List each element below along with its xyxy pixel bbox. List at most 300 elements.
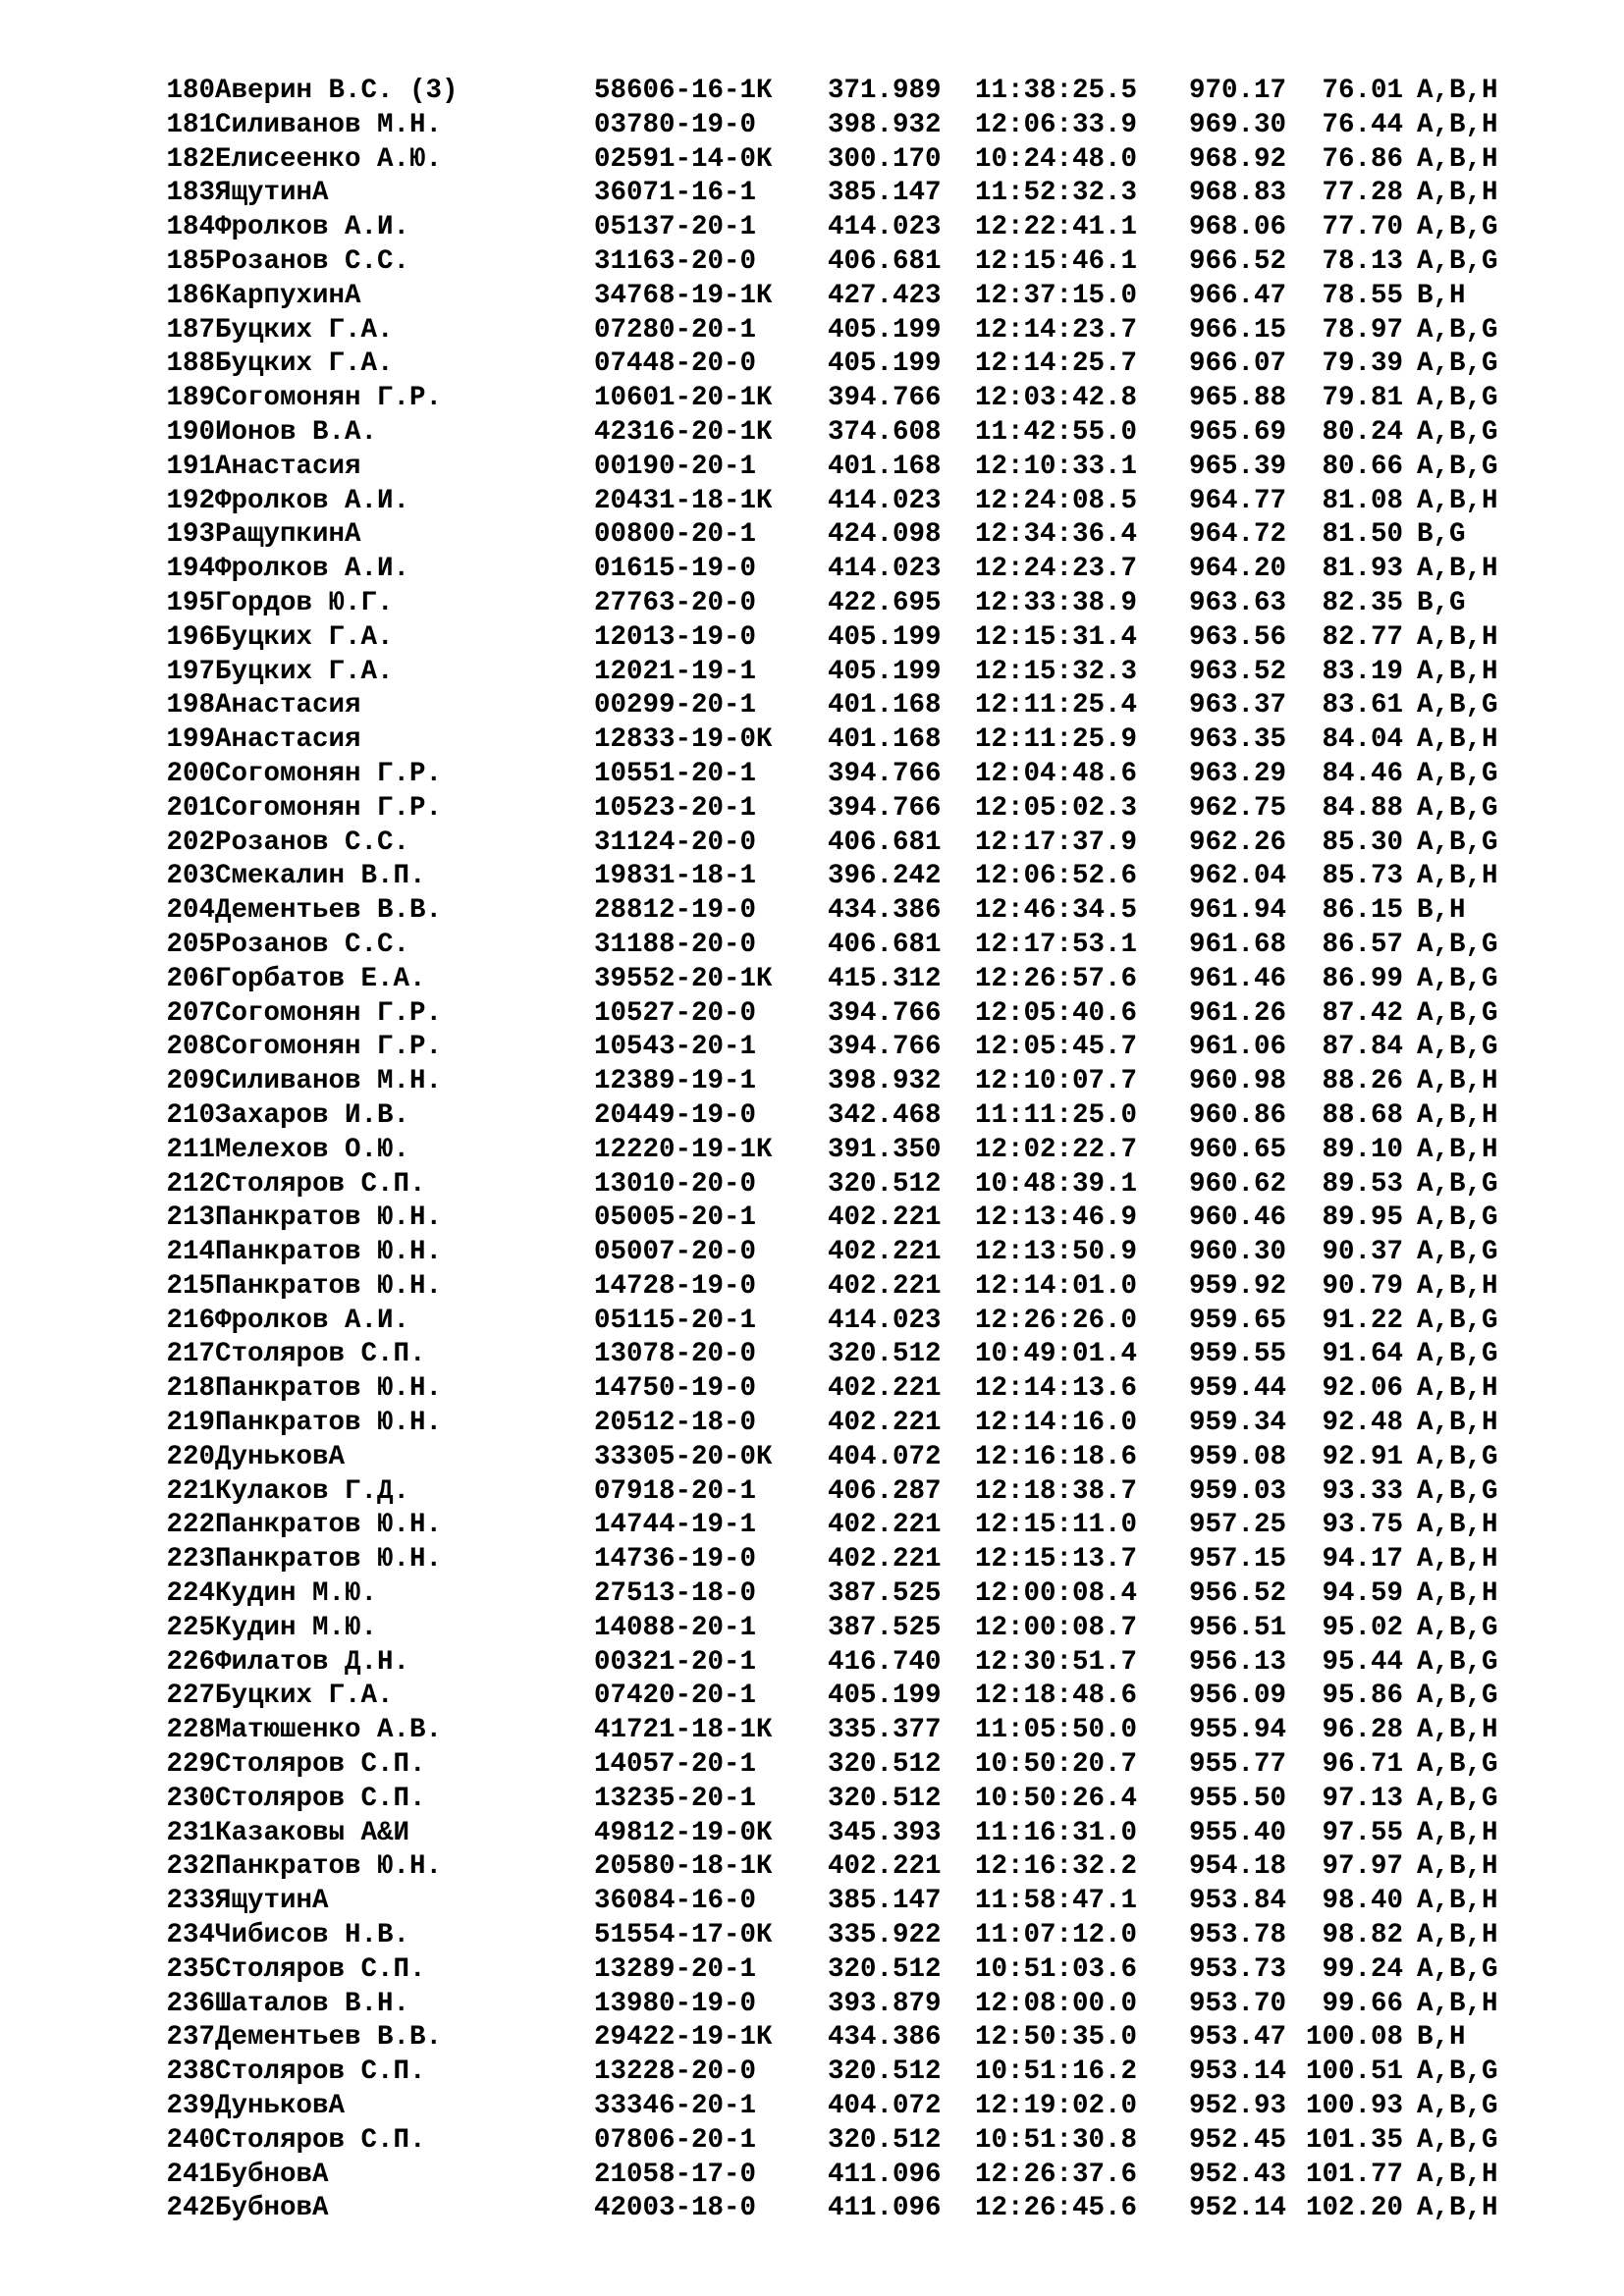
distance-cell: 402.221 [828, 1237, 942, 1268]
result-row [144, 245, 1498, 280]
speed-cell: 961.26 [1189, 997, 1287, 1029]
ring-number-cell: 31163-20-0 [594, 245, 757, 277]
result-row [144, 1714, 1498, 1748]
rank-cell: 236 [166, 1988, 215, 2019]
distance-cell: 416.740 [828, 1646, 942, 1678]
fancier-name-cell: Столяров С.П. [215, 1953, 426, 1985]
distance-cell: 402.221 [828, 1510, 942, 1541]
category-cell: A,B,G [1417, 416, 1498, 448]
distance-cell: 335.377 [828, 1715, 942, 1746]
coefficient-cell: 76.86 [1322, 143, 1403, 175]
coefficient-cell: 89.10 [1322, 1134, 1403, 1165]
result-row [144, 553, 1498, 587]
speed-cell: 964.72 [1189, 519, 1287, 551]
fancier-name-cell: Буцких Г.А. [215, 1681, 394, 1712]
category-cell: A,B,G [1417, 827, 1498, 858]
arrival-time-cell: 11:05:50.0 [975, 1715, 1138, 1746]
coefficient-cell: 82.77 [1322, 621, 1403, 653]
speed-cell: 968.06 [1189, 212, 1287, 243]
ring-number-cell: 07448-20-0 [594, 348, 757, 380]
coefficient-cell: 80.24 [1322, 416, 1403, 448]
speed-cell: 955.40 [1189, 1817, 1287, 1848]
distance-cell: 405.199 [828, 656, 942, 687]
coefficient-cell: 81.08 [1322, 485, 1403, 516]
rank-cell: 182 [166, 143, 215, 175]
coefficient-cell: 77.28 [1322, 178, 1403, 209]
category-cell: A,B,G [1417, 1749, 1498, 1781]
speed-cell: 953.47 [1189, 2022, 1287, 2054]
arrival-time-cell: 12:19:02.0 [975, 2091, 1138, 2122]
fancier-name-cell: Столяров С.П. [215, 1783, 426, 1814]
coefficient-cell: 101.35 [1305, 2124, 1403, 2156]
category-cell: A,B,H [1417, 109, 1498, 140]
fancier-name-cell: Буцких Г.А. [215, 348, 394, 380]
ring-number-cell: 14728-19-0 [594, 1270, 757, 1302]
fancier-name-cell: Розанов С.С. [215, 245, 410, 277]
category-cell: A,B,G [1417, 792, 1498, 824]
rank-cell: 218 [166, 1373, 215, 1405]
distance-cell: 401.168 [828, 724, 942, 756]
ring-number-cell: 10543-20-1 [594, 1032, 757, 1063]
ring-number-cell: 19831-18-1 [594, 861, 757, 892]
speed-cell: 957.15 [1189, 1544, 1287, 1575]
fancier-name-cell: Матюшенко А.В. [215, 1715, 443, 1746]
result-row [144, 1953, 1498, 1988]
category-cell: A,B,H [1417, 1270, 1498, 1302]
ring-number-cell: 00800-20-1 [594, 519, 757, 551]
category-cell: A,B,G [1417, 314, 1498, 346]
arrival-time-cell: 12:33:38.9 [975, 587, 1138, 618]
ring-number-cell: 13010-20-0 [594, 1168, 757, 1200]
rank-cell: 215 [166, 1270, 215, 1302]
ring-number-cell: 42003-18-0 [594, 2193, 757, 2224]
category-cell: A,B,H [1417, 554, 1498, 585]
rank-cell: 214 [166, 1237, 215, 1268]
coefficient-cell: 84.46 [1322, 758, 1403, 789]
ring-number-cell: 05007-20-0 [594, 1237, 757, 1268]
result-row [144, 792, 1498, 827]
arrival-time-cell: 12:10:07.7 [975, 1066, 1138, 1097]
speed-cell: 965.39 [1189, 451, 1287, 482]
fancier-name-cell: Панкратов Ю.Н. [215, 1851, 443, 1883]
rank-cell: 204 [166, 895, 215, 927]
speed-cell: 955.50 [1189, 1783, 1287, 1814]
fancier-name-cell: Кудин М.Ю. [215, 1612, 378, 1643]
arrival-time-cell: 11:16:31.0 [975, 1817, 1138, 1848]
result-row [144, 1475, 1498, 1510]
coefficient-cell: 76.44 [1322, 109, 1403, 140]
result-row [144, 1338, 1498, 1372]
result-row [144, 1065, 1498, 1099]
fancier-name-cell: Столяров С.П. [215, 1749, 426, 1781]
arrival-time-cell: 12:15:13.7 [975, 1544, 1138, 1575]
distance-cell: 320.512 [828, 1783, 942, 1814]
rank-cell: 193 [166, 519, 215, 551]
result-row [144, 1372, 1498, 1407]
arrival-time-cell: 12:24:08.5 [975, 485, 1138, 516]
rank-cell: 206 [166, 963, 215, 994]
fancier-name-cell: Согомонян Г.Р. [215, 997, 443, 1029]
rank-cell: 227 [166, 1681, 215, 1712]
coefficient-cell: 88.26 [1322, 1066, 1403, 1097]
distance-cell: 414.023 [828, 1305, 942, 1336]
result-row [144, 280, 1498, 314]
fancier-name-cell: Столяров С.П. [215, 1339, 426, 1370]
speed-cell: 953.14 [1189, 2056, 1287, 2088]
arrival-time-cell: 10:51:03.6 [975, 1953, 1138, 1985]
result-row [144, 2090, 1498, 2124]
arrival-time-cell: 11:52:32.3 [975, 178, 1138, 209]
ring-number-cell: 10601-20-1К [594, 383, 773, 414]
distance-cell: 404.072 [828, 2091, 942, 2122]
arrival-time-cell: 12:26:45.6 [975, 2193, 1138, 2224]
distance-cell: 371.989 [828, 76, 942, 106]
distance-cell: 320.512 [828, 1168, 942, 1200]
ring-number-cell: 14057-20-1 [594, 1749, 757, 1781]
result-row [144, 1748, 1498, 1783]
category-cell: A,B,H [1417, 724, 1498, 756]
category-cell: A,B,G [1417, 1953, 1498, 1985]
category-cell: A,B,G [1417, 1681, 1498, 1712]
rank-cell: 196 [166, 621, 215, 653]
result-row [144, 1441, 1498, 1475]
fancier-name-cell: Согомонян Г.Р. [215, 758, 443, 789]
rank-cell: 239 [166, 2091, 215, 2122]
coefficient-cell: 100.08 [1305, 2022, 1403, 2054]
result-row [144, 2159, 1498, 2193]
result-row [144, 1407, 1498, 1441]
category-cell: A,B,G [1417, 758, 1498, 789]
arrival-time-cell: 12:04:48.6 [975, 758, 1138, 789]
arrival-time-cell: 12:15:11.0 [975, 1510, 1138, 1541]
coefficient-cell: 90.79 [1322, 1270, 1403, 1302]
ring-number-cell: 20512-18-0 [594, 1408, 757, 1439]
rank-cell: 219 [166, 1408, 215, 1439]
arrival-time-cell: 12:15:32.3 [975, 656, 1138, 687]
category-cell: A,B,G [1417, 1475, 1498, 1507]
rank-cell: 216 [166, 1305, 215, 1336]
category-cell: A,B,G [1417, 1305, 1498, 1336]
result-row [144, 1134, 1498, 1168]
arrival-time-cell: 11:38:25.5 [975, 76, 1138, 106]
category-cell: A,B,H [1417, 1920, 1498, 1951]
arrival-time-cell: 12:18:48.6 [975, 1681, 1138, 1712]
ring-number-cell: 36071-16-1 [594, 178, 757, 209]
distance-cell: 320.512 [828, 1953, 942, 1985]
speed-cell: 963.35 [1189, 724, 1287, 756]
rank-cell: 190 [166, 416, 215, 448]
result-row [144, 518, 1498, 553]
distance-cell: 402.221 [828, 1373, 942, 1405]
coefficient-cell: 94.59 [1322, 1578, 1403, 1610]
arrival-time-cell: 12:26:57.6 [975, 963, 1138, 994]
rank-cell: 213 [166, 1202, 215, 1234]
ring-number-cell: 07280-20-1 [594, 314, 757, 346]
coefficient-cell: 82.35 [1322, 587, 1403, 618]
arrival-time-cell: 12:05:02.3 [975, 792, 1138, 824]
distance-cell: 406.681 [828, 245, 942, 277]
result-row [144, 1646, 1498, 1681]
category-cell: A,B,G [1417, 1441, 1498, 1472]
fancier-name-cell: БубновА [215, 2159, 329, 2190]
fancier-name-cell: Согомонян Г.Р. [215, 792, 443, 824]
coefficient-cell: 98.40 [1322, 1886, 1403, 1917]
coefficient-cell: 90.37 [1322, 1237, 1403, 1268]
distance-cell: 415.312 [828, 963, 942, 994]
ring-number-cell: 33305-20-0К [594, 1441, 773, 1472]
result-row [144, 143, 1498, 178]
coefficient-cell: 99.24 [1322, 1953, 1403, 1985]
coefficient-cell: 95.44 [1322, 1646, 1403, 1678]
fancier-name-cell: Мелехов О.Ю. [215, 1134, 410, 1165]
rank-cell: 208 [166, 1032, 215, 1063]
result-row [144, 1885, 1498, 1919]
coefficient-cell: 93.75 [1322, 1510, 1403, 1541]
coefficient-cell: 91.22 [1322, 1305, 1403, 1336]
ring-number-cell: 33346-20-1 [594, 2091, 757, 2122]
rank-cell: 197 [166, 656, 215, 687]
category-cell: A,B,G [1417, 212, 1498, 243]
category-cell: A,B,H [1417, 1817, 1498, 1848]
result-row [144, 689, 1498, 723]
coefficient-cell: 76.01 [1322, 76, 1403, 106]
rank-cell: 210 [166, 1099, 215, 1131]
fancier-name-cell: Чибисов Н.В. [215, 1920, 410, 1951]
ring-number-cell: 12220-19-1К [594, 1134, 773, 1165]
speed-cell: 960.86 [1189, 1099, 1287, 1131]
coefficient-cell: 81.50 [1322, 519, 1403, 551]
category-cell: A,B,H [1417, 1408, 1498, 1439]
speed-cell: 960.65 [1189, 1134, 1287, 1165]
speed-cell: 964.77 [1189, 485, 1287, 516]
distance-cell: 402.221 [828, 1408, 942, 1439]
speed-cell: 968.83 [1189, 178, 1287, 209]
result-row [144, 656, 1498, 690]
speed-cell: 969.30 [1189, 109, 1287, 140]
coefficient-cell: 92.91 [1322, 1441, 1403, 1472]
distance-cell: 393.879 [828, 1988, 942, 2019]
result-row [144, 347, 1498, 382]
rank-cell: 228 [166, 1715, 215, 1746]
speed-cell: 965.88 [1189, 383, 1287, 414]
rank-cell: 180 [166, 76, 215, 106]
ring-number-cell: 03780-19-0 [594, 109, 757, 140]
distance-cell: 422.695 [828, 587, 942, 618]
ring-number-cell: 10527-20-0 [594, 997, 757, 1029]
arrival-time-cell: 12:16:32.2 [975, 1851, 1138, 1883]
arrival-time-cell: 12:05:40.6 [975, 997, 1138, 1029]
distance-cell: 414.023 [828, 554, 942, 585]
arrival-time-cell: 12:34:36.4 [975, 519, 1138, 551]
fancier-name-cell: Панкратов Ю.Н. [215, 1202, 443, 1234]
category-cell: A,B,H [1417, 76, 1498, 106]
coefficient-cell: 85.30 [1322, 827, 1403, 858]
rank-cell: 229 [166, 1749, 215, 1781]
speed-cell: 952.43 [1189, 2159, 1287, 2190]
coefficient-cell: 80.66 [1322, 451, 1403, 482]
speed-cell: 960.98 [1189, 1066, 1287, 1097]
distance-cell: 405.199 [828, 348, 942, 380]
ring-number-cell: 39552-20-1К [594, 963, 773, 994]
fancier-name-cell: ЯщутинА [215, 1886, 329, 1917]
result-row [144, 1577, 1498, 1612]
fancier-name-cell: Буцких Г.А. [215, 656, 394, 687]
category-cell: A,B,H [1417, 1886, 1498, 1917]
arrival-time-cell: 12:13:50.9 [975, 1237, 1138, 1268]
category-cell: A,B,G [1417, 929, 1498, 960]
category-cell: A,B,H [1417, 1510, 1498, 1541]
fancier-name-cell: Анастасия [215, 724, 361, 756]
ring-number-cell: 12389-19-1 [594, 1066, 757, 1097]
ring-number-cell: 41721-18-1К [594, 1715, 773, 1746]
result-row [144, 1543, 1498, 1577]
ring-number-cell: 10551-20-1 [594, 758, 757, 789]
ring-number-cell: 13228-20-0 [594, 2056, 757, 2088]
coefficient-cell: 92.48 [1322, 1408, 1403, 1439]
coefficient-cell: 88.68 [1322, 1099, 1403, 1131]
arrival-time-cell: 12:14:16.0 [975, 1408, 1138, 1439]
coefficient-cell: 95.86 [1322, 1681, 1403, 1712]
rank-cell: 186 [166, 280, 215, 311]
speed-cell: 956.51 [1189, 1612, 1287, 1643]
ring-number-cell: 07420-20-1 [594, 1681, 757, 1712]
arrival-time-cell: 10:51:16.2 [975, 2056, 1138, 2088]
result-row [144, 1612, 1498, 1646]
rank-cell: 235 [166, 1953, 215, 1985]
coefficient-cell: 92.06 [1322, 1373, 1403, 1405]
ring-number-cell: 20431-18-1К [594, 485, 773, 516]
result-row [144, 109, 1498, 143]
rank-cell: 224 [166, 1578, 215, 1610]
coefficient-cell: 91.64 [1322, 1339, 1403, 1370]
coefficient-cell: 78.97 [1322, 314, 1403, 346]
arrival-time-cell: 12:16:18.6 [975, 1441, 1138, 1472]
result-row [144, 1270, 1498, 1305]
coefficient-cell: 84.04 [1322, 724, 1403, 756]
distance-cell: 424.098 [828, 519, 942, 551]
arrival-time-cell: 12:14:13.6 [975, 1373, 1138, 1405]
distance-cell: 374.608 [828, 416, 942, 448]
arrival-time-cell: 10:48:39.1 [975, 1168, 1138, 1200]
speed-cell: 952.14 [1189, 2193, 1287, 2224]
coefficient-cell: 83.61 [1322, 690, 1403, 721]
arrival-time-cell: 10:50:26.4 [975, 1783, 1138, 1814]
ring-number-cell: 27763-20-0 [594, 587, 757, 618]
category-cell: B,H [1417, 2022, 1466, 2054]
distance-cell: 385.147 [828, 178, 942, 209]
fancier-name-cell: Захаров И.В. [215, 1099, 410, 1131]
rank-cell: 238 [166, 2056, 215, 2088]
rank-cell: 194 [166, 554, 215, 585]
distance-cell: 406.681 [828, 827, 942, 858]
distance-cell: 335.922 [828, 1920, 942, 1951]
ring-number-cell: 27513-18-0 [594, 1578, 757, 1610]
speed-cell: 959.34 [1189, 1408, 1287, 1439]
rank-cell: 181 [166, 109, 215, 140]
rank-cell: 225 [166, 1612, 215, 1643]
category-cell: A,B,H [1417, 1851, 1498, 1883]
category-cell: A,B,G [1417, 963, 1498, 994]
ring-number-cell: 14088-20-1 [594, 1612, 757, 1643]
speed-cell: 955.94 [1189, 1715, 1287, 1746]
ring-number-cell: 14750-19-0 [594, 1373, 757, 1405]
rank-cell: 237 [166, 2022, 215, 2054]
rank-cell: 185 [166, 245, 215, 277]
ring-number-cell: 31188-20-0 [594, 929, 757, 960]
speed-cell: 953.78 [1189, 1920, 1287, 1951]
arrival-time-cell: 10:51:30.8 [975, 2124, 1138, 2156]
arrival-time-cell: 12:05:45.7 [975, 1032, 1138, 1063]
result-row [144, 1099, 1498, 1134]
category-cell: A,B,H [1417, 1544, 1498, 1575]
speed-cell: 960.30 [1189, 1237, 1287, 1268]
category-cell: B,G [1417, 587, 1466, 618]
result-row [144, 314, 1498, 348]
speed-cell: 963.29 [1189, 758, 1287, 789]
category-cell: A,B,H [1417, 1066, 1498, 1097]
speed-cell: 952.93 [1189, 2091, 1287, 2122]
coefficient-cell: 100.51 [1305, 2056, 1403, 2088]
rank-cell: 226 [166, 1646, 215, 1678]
ring-number-cell: 49812-19-0К [594, 1817, 773, 1848]
distance-cell: 434.386 [828, 2022, 942, 2054]
category-cell: A,B,G [1417, 997, 1498, 1029]
category-cell: A,B,H [1417, 1099, 1498, 1131]
rank-cell: 221 [166, 1475, 215, 1507]
speed-cell: 954.18 [1189, 1851, 1287, 1883]
coefficient-cell: 79.39 [1322, 348, 1403, 380]
distance-cell: 345.393 [828, 1817, 942, 1848]
arrival-time-cell: 10:50:20.7 [975, 1749, 1138, 1781]
speed-cell: 960.46 [1189, 1202, 1287, 1234]
rank-cell: 217 [166, 1339, 215, 1370]
rank-cell: 233 [166, 1886, 215, 1917]
rank-cell: 212 [166, 1168, 215, 1200]
category-cell: A,B,G [1417, 1032, 1498, 1063]
ring-number-cell: 20449-19-0 [594, 1099, 757, 1131]
arrival-time-cell: 12:17:37.9 [975, 827, 1138, 858]
rank-cell: 203 [166, 861, 215, 892]
ring-number-cell: 13078-20-0 [594, 1339, 757, 1370]
arrival-time-cell: 12:46:34.5 [975, 895, 1138, 927]
category-cell: A,B,G [1417, 451, 1498, 482]
speed-cell: 952.45 [1189, 2124, 1287, 2156]
ring-number-cell: 42316-20-1К [594, 416, 773, 448]
rank-cell: 230 [166, 1783, 215, 1814]
category-cell: A,B,H [1417, 621, 1498, 653]
speed-cell: 966.52 [1189, 245, 1287, 277]
coefficient-cell: 78.55 [1322, 280, 1403, 311]
result-row [144, 2192, 1498, 2226]
result-row [144, 2056, 1498, 2090]
distance-cell: 320.512 [828, 2124, 942, 2156]
speed-cell: 953.73 [1189, 1953, 1287, 1985]
distance-cell: 300.170 [828, 143, 942, 175]
coefficient-cell: 89.95 [1322, 1202, 1403, 1234]
speed-cell: 961.68 [1189, 929, 1287, 960]
result-row [144, 1509, 1498, 1543]
arrival-time-cell: 12:10:33.1 [975, 451, 1138, 482]
result-row [144, 723, 1498, 758]
result-row [144, 827, 1498, 861]
coefficient-cell: 86.15 [1322, 895, 1403, 927]
fancier-name-cell: Столяров С.П. [215, 2124, 426, 2156]
fancier-name-cell: Панкратов Ю.Н. [215, 1270, 443, 1302]
distance-cell: 394.766 [828, 997, 942, 1029]
rank-cell: 192 [166, 485, 215, 516]
distance-cell: 320.512 [828, 1749, 942, 1781]
result-row [144, 1988, 1498, 2022]
